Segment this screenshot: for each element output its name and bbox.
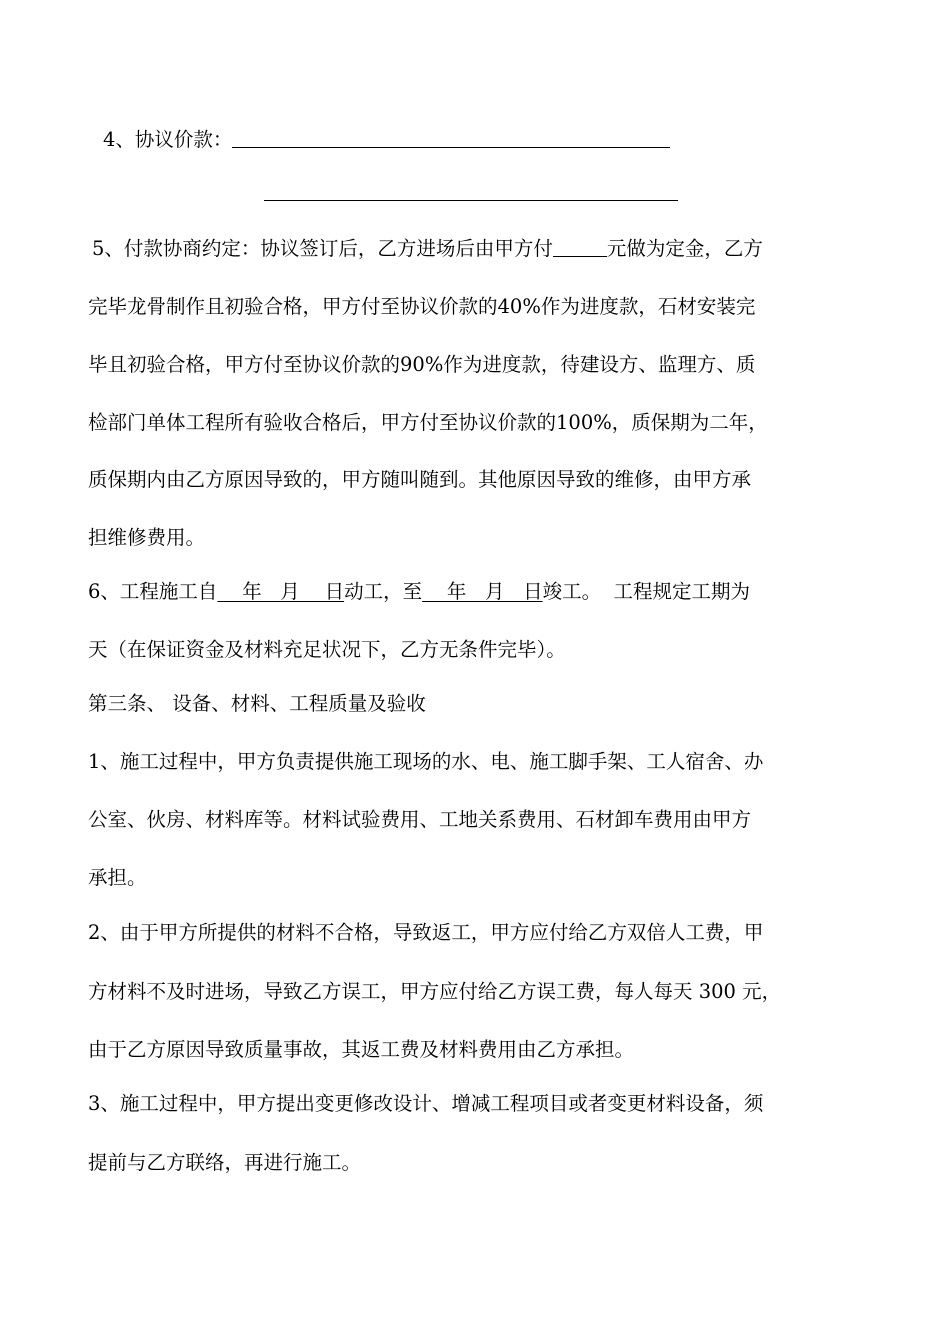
item5-prefix: 5、付款协商约定：协议签订后，乙方进场后由甲方付 [92, 237, 553, 260]
item5-suffix: 元做为定金，乙方 [606, 237, 763, 260]
deposit-blank [553, 256, 607, 257]
price-blank [232, 147, 670, 148]
item6-suffix: 竣工。 工程规定工期为 [542, 580, 751, 603]
item5-line-2: 完毕龙骨制作且初验合格，甲方付至协议价款的40%作为进度款，石材安装完 [88, 295, 756, 318]
a3-item2-line-1: 2、由于甲方所提供的材料不合格，导致返工，甲方应付给乙方双倍人工费，甲 [88, 921, 764, 944]
a3-item2-line-3: 由于乙方原因导致质量事故，其返工费及材料费用由乙方承担。 [88, 1038, 635, 1061]
item4-line [103, 127, 893, 153]
item6-prefix: 6、工程施工自 [88, 580, 218, 603]
article3-heading: 第三条、 设备、材料、工程质量及验收 [88, 692, 426, 715]
price-blank-2 [264, 200, 678, 201]
a3-item3-line-1: 3、施工过程中，甲方提出变更修改设计、增减工程项目或者变更材料设备，须 [88, 1092, 764, 1115]
a3-item1-line-2: 公室、伙房、材料库等。材料试验费用、工地关系费用、石材卸车费用由甲方 [88, 808, 752, 831]
item6-mid: 动工，至 [344, 580, 423, 603]
item5-line-4: 检部门单体工程所有验收合格后，甲方付至协议价款的100%，质保期为二年， [88, 411, 768, 434]
item5-line-5: 质保期内由乙方原因导致的，甲方随叫随到。其他原因导致的维修，由甲方承 [88, 468, 752, 491]
a3-item3-line-2: 提前与乙方联络，再进行施工。 [88, 1151, 362, 1174]
item6-line-2: 天（在保证资金及材料充足状况下，乙方无条件完毕）。 [88, 638, 566, 661]
item5-line-3: 毕且初验合格，甲方付至协议价款的90%作为进度款，待建设方、监理方、质 [88, 353, 756, 376]
item4-label: 4、协议价款： [103, 128, 233, 151]
a3-item1-line-3: 承担。 [88, 866, 147, 889]
a3-item1-line-1: 1、施工过程中，甲方负责提供施工现场的水、电、施工脚手架、工人宿舍、办 [88, 750, 764, 773]
item4-blank-line-2 [264, 180, 950, 206]
item5-line-1 [92, 236, 882, 262]
item5-line-6: 担维修费用。 [88, 526, 206, 549]
end-date-blank: 年 月 日 [422, 580, 543, 603]
a3-item2-line-2: 方材料不及时进场，导致乙方误工，甲方应付给乙方误工费，每人每天 300 元， [88, 980, 782, 1003]
start-date-blank: 年 月 日 [217, 580, 345, 603]
item6-line-1 [88, 579, 878, 605]
